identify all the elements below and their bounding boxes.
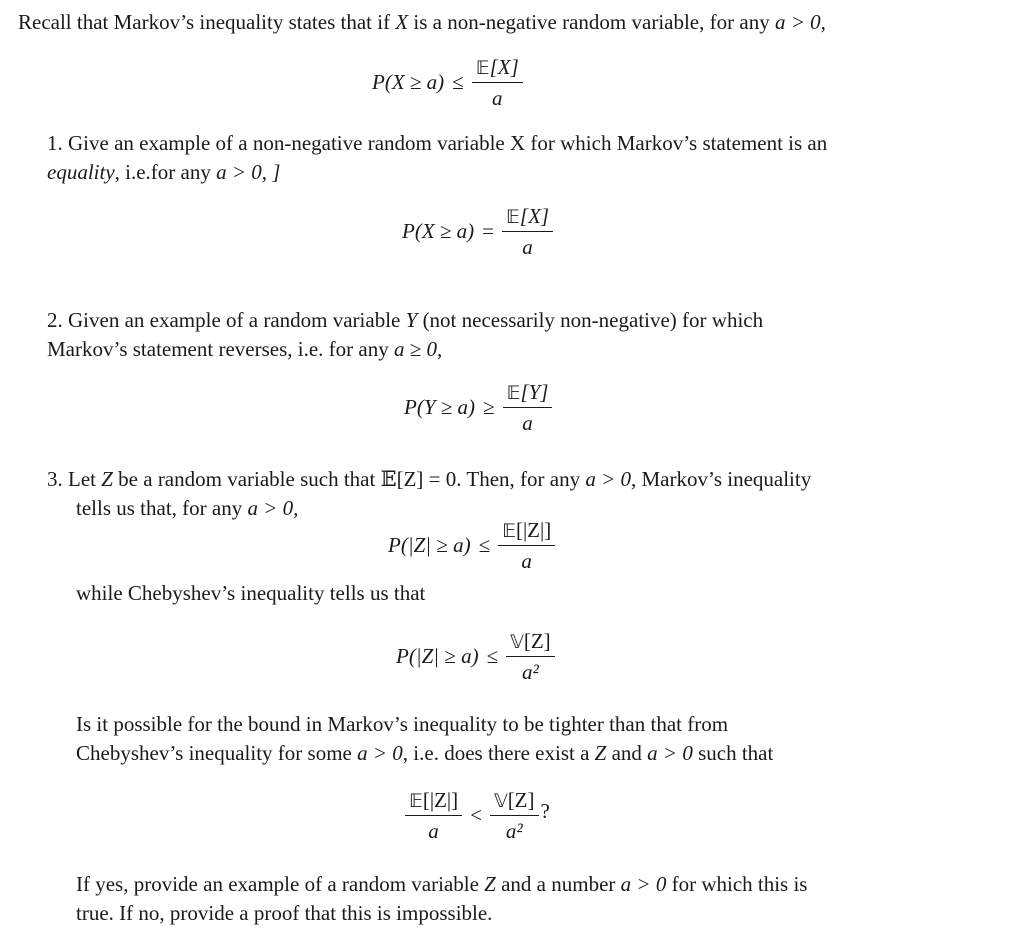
compare-right-num-arg: [Z] [507,788,535,812]
cheb-num-arg: [Z] [523,629,551,653]
q3-final-mid: and a number [495,872,621,896]
q2-eq-lhs: P(Y ≥ a) [404,395,476,419]
cheb-text: while Chebyshev’s inequality tells us that [76,581,426,605]
intro-var: X [395,10,409,34]
q1-eq-fraction [502,205,553,258]
q1-eq-num-op: 𝔼 [506,206,520,228]
q2-eq-denominator: a [522,411,533,435]
markov-denominator: a [491,86,503,110]
cheb-rel: ≤ [486,644,499,668]
markov-rel: ≤ [452,70,464,94]
q2-eq-num-op: 𝔼 [506,382,521,404]
compare-question-mark: ? [540,799,550,823]
compare-left-numerator [405,789,462,816]
markov-num-arg: [X] [489,55,519,79]
compare-right-fraction [490,789,539,842]
q3-cond: a > 0 [585,467,631,491]
compare-right-numerator [490,789,539,816]
q3-para2-post: such that [692,741,774,765]
q3-markov-num-op: 𝔼 [502,520,516,542]
compare-left-num-op: 𝔼 [409,790,423,812]
q3-final-post: for which this is [666,872,808,896]
markov-numerator [472,56,523,83]
q1-equation [402,205,553,258]
q1-rest: , i.e.for any [114,160,217,184]
intro-text-pre: Recall that Markov’s inequality states that if [18,10,396,34]
q3-line1-mid: be a random variable such that [112,467,381,491]
q2-equation [404,381,552,434]
q2-var: Y [405,308,418,332]
q3-expr: 𝔼[Z] = 0 [380,467,457,491]
q1-cond: a > 0, ] [216,160,281,184]
q3-para-line2 [76,739,773,768]
q2-eq-rel: ≥ [483,395,495,419]
q3-final-var: Z [484,872,496,896]
q3-var: Z [101,467,113,491]
cheb-lhs: P(|Z| ≥ a) [396,644,479,668]
q1-eq-numerator [502,205,553,232]
compare-right-num-op: 𝕍 [493,790,508,812]
q3-para-line1: Is it possible for the bound in Markov’s inequality to be tighter than that from [76,712,729,736]
q2-line2-pre: Markov’s statement reverses, i.e. for any [47,337,394,361]
q3-para2-mid: , i.e. does there exist a [402,741,595,765]
q3-final-pre: If yes, provide an example of a random variable [76,872,485,896]
q1-line2 [47,158,280,187]
q1-line1: 1. Give an example of a non-negative random variable X for which Markov’s statement is an [47,131,828,155]
q2-line1 [47,306,763,335]
q3-markov-equation [388,519,555,572]
cheb-fraction [506,630,555,683]
compare-rel: < [470,803,482,827]
q3-markov-num-arg: [|Z|] [515,518,552,542]
q3-para2-pre: Chebyshev’s inequality for some [76,741,358,765]
q3-markov-fraction [498,519,555,572]
q1-em: equality [47,160,115,184]
compare-left-fraction [405,789,462,842]
q3-final-cond: a > 0 [620,872,667,896]
q1-eq-denominator: a [522,235,533,259]
compare-left-denominator: a [428,819,439,843]
q1-eq-lhs: P(X ≥ a) [402,219,475,243]
chebyshev-equation [396,630,555,683]
markov-fraction [472,56,523,109]
markov-num-op: 𝔼 [475,57,490,79]
q3-markov-rel: ≤ [478,533,491,557]
q3-markov-denominator: a [521,549,532,573]
intro-text [18,8,826,37]
cheb-num-op: 𝕍 [510,631,524,653]
intro-cond: a > 0, [774,10,826,34]
intro-text-mid: is a non-negative random variable, for any [408,10,775,34]
q3-markov-lhs: P(|Z| ≥ a) [388,533,471,557]
q3-final-line2: true. If no, provide a proof that this is impossible. [76,901,493,925]
q3-final-line1 [76,870,807,899]
cheb-numerator [506,630,555,657]
q2-eq-numerator [503,381,553,408]
q3-para2-and: and [606,741,648,765]
markov-inequality [372,56,523,109]
q2-line1-pre: 2. Given an example of a random variable [47,308,406,332]
q2-eq-fraction [503,381,553,434]
q3-line2 [76,494,298,523]
compare-equation [405,789,550,842]
q3-para2-var: Z [594,741,607,765]
q1-eq-num-arg: [X] [519,204,550,228]
q2-cond: a ≥ 0, [393,337,443,361]
q3-line2-pre: tells us that, for any [76,496,248,520]
cheb-denominator: a² [521,660,539,684]
q3-line1-post: , Markov’s inequality [631,467,812,491]
q2-line1-post: (not necessarily non-negative) for which [417,308,764,332]
q2-eq-num-arg: [Y] [520,380,549,404]
q3-line1-mid2: . Then, for any [456,467,586,491]
q2-line2 [47,335,442,364]
compare-right-denominator: a² [505,819,523,843]
q3-markov-numerator [498,519,555,546]
compare-left-num-arg: [|Z|] [422,788,459,812]
markov-lhs: P(X ≥ a) [372,70,445,94]
q3-para2-cond1: a > 0 [357,741,403,765]
q1-eq-rel: = [482,219,495,243]
q3-line2-cond: a > 0, [247,496,299,520]
q3-para2-cond2: a > 0 [647,741,693,765]
q3-line1 [47,465,811,494]
q3-line1-pre: 3. Let [47,467,102,491]
